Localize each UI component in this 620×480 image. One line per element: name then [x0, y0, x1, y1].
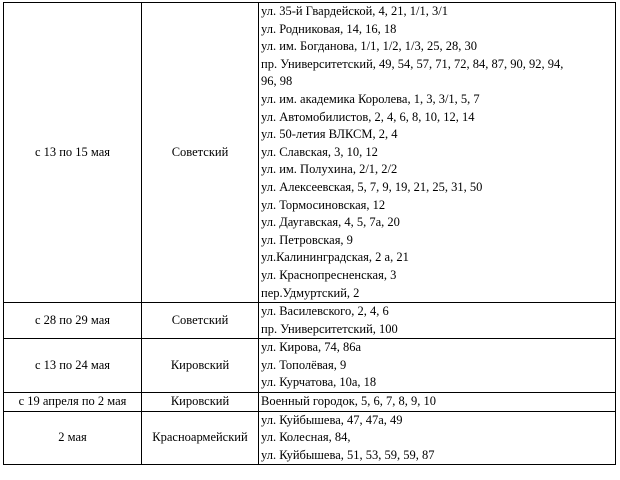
streets-cell	[259, 393, 616, 412]
street-line: ул. 50-летия ВЛКСМ, 2, 4	[261, 127, 398, 142]
street-line: ул. Тополёвая, 9	[261, 357, 347, 372]
streets-cell	[259, 339, 616, 393]
street-line: ул.Калининградская, 2 а, 21	[261, 250, 409, 265]
street-line: пр. Университетский, 49, 54, 57, 71, 72, 84, 87, 90, 92, 94,	[261, 56, 564, 71]
street-line: ул. Родниковая, 14, 16, 18	[261, 21, 397, 36]
street-line: ул. Автомобилистов, 2, 4, 6, 8, 10, 12, 14	[261, 109, 475, 124]
district-cell: Кировский	[142, 393, 259, 412]
street-line: ул. им. Богданова, 1/1, 1/2, 1/3, 25, 28, 30	[261, 39, 478, 54]
street-line: ул. им. Полухина, 2/1, 2/2	[261, 162, 398, 177]
street-line: ул. Краснопресненская, 3	[261, 267, 397, 282]
schedule-row	[4, 411, 616, 465]
period-cell: 2 мая	[4, 411, 142, 465]
street-line: ул. Кирова, 74, 86а	[261, 340, 362, 355]
street-line: ул. Даугавская, 4, 5, 7а, 20	[261, 215, 400, 230]
street-line: ул. 35-й Гвардейской, 4, 21, 1/1, 3/1	[261, 4, 449, 18]
schedule-body	[4, 3, 616, 465]
street-line: ул. Славская, 3, 10, 12	[261, 144, 378, 159]
street-line: 96, 98	[261, 74, 293, 89]
district-cell: Красноармейский	[142, 411, 259, 465]
streets-cell	[259, 411, 616, 465]
period-cell: с 13 по 15 мая	[4, 3, 142, 303]
period-cell: с 28 по 29 мая	[4, 303, 142, 339]
schedule-row	[4, 339, 616, 393]
street-line: ул. Тормосиновская, 12	[261, 197, 386, 212]
outage-schedule-table	[3, 2, 616, 465]
street-line: Военный городок, 5, 6, 7, 8, 9, 10	[261, 394, 437, 409]
district-cell: Советский	[142, 303, 259, 339]
street-line: ул. Куйбышева, 47, 47а, 49	[261, 412, 403, 427]
schedule-row	[4, 393, 616, 412]
street-line: пр. Университетский, 100	[261, 321, 398, 336]
district-cell: Советский	[142, 3, 259, 303]
streets-cell	[259, 303, 616, 339]
district-cell: Кировский	[142, 339, 259, 393]
schedule-row	[4, 3, 616, 303]
period-cell: с 19 апреля по 2 мая	[4, 393, 142, 412]
period-cell: с 13 по 24 мая	[4, 339, 142, 393]
street-line: ул. Куйбышева, 51, 53, 59, 59, 87	[261, 447, 435, 462]
street-line: ул. Василевского, 2, 4, 6	[261, 304, 389, 319]
streets-cell	[259, 3, 616, 303]
street-line: ул. им. академика Королева, 1, 3, 3/1, 5, 7	[261, 91, 480, 106]
street-line: пер.Удмуртский, 2	[261, 285, 360, 300]
street-line: ул. Курчатова, 10а, 18	[261, 375, 377, 390]
street-line: ул. Петровская, 9	[261, 232, 353, 247]
street-line: ул. Колесная, 84,	[261, 430, 351, 445]
street-line: ул. Алексеевская, 5, 7, 9, 19, 21, 25, 31, 50	[261, 179, 483, 194]
schedule-row	[4, 303, 616, 339]
